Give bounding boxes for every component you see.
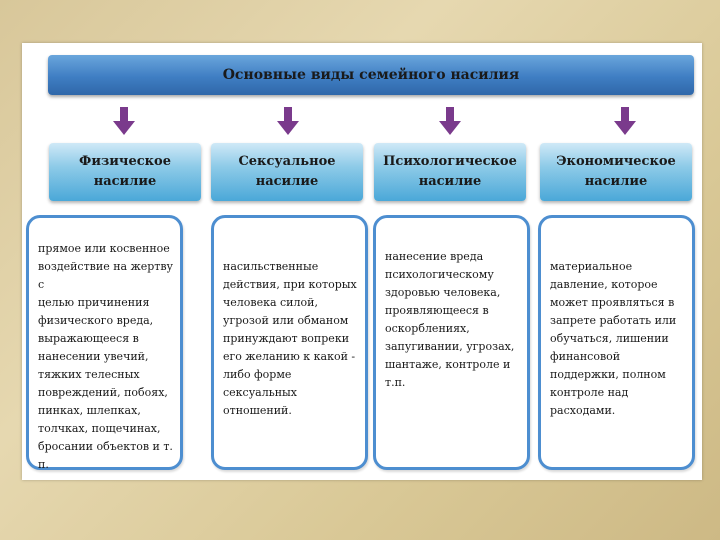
down-arrow-icon [439,107,461,137]
description-economic [538,215,695,470]
category-physical [49,143,201,201]
category-psychological [374,143,526,201]
description-sexual [211,215,368,470]
down-arrow-icon [113,107,135,137]
category-label: Сексуальное насилие [238,154,336,189]
description-text: нанесение вреда психологическому здоровью человека, проявляющееся в оскорблениях, запугивании, угрозах, шантаже, контроле и т.п. [385,250,515,389]
description-psychological [373,215,530,470]
category-economic [540,143,692,201]
slide [22,43,702,480]
page-title: Основные виды семейного насилия [222,67,520,83]
title-banner [48,55,694,95]
description-text: материальное давление, которое может проявляться в запрете работать или обучаться, лишении финансовой поддержки, полном контроле над расходами. [550,260,677,417]
description-physical [26,215,183,470]
down-arrow-icon [614,107,636,137]
category-sexual [211,143,363,201]
category-label: Экономическое насилие [556,154,676,189]
description-text: прямое или косвенное воздействие на жертву с целью причинения физического вреда, выражающееся в нанесении увечий, тяжких телесных повреждений, побоях, пинках, шлепках, толчках, пощечинах, бросании объектов и т. п. [38,242,174,471]
down-arrow-icon [277,107,299,137]
category-label: Психологическое насилие [383,154,517,189]
category-label: Физическое насилие [79,154,171,189]
description-text: насильственные действия, при которых человека силой, угрозой или обманом принуждают вопреки его желанию к какой - либо форме сексуальных отношений. [223,260,357,417]
